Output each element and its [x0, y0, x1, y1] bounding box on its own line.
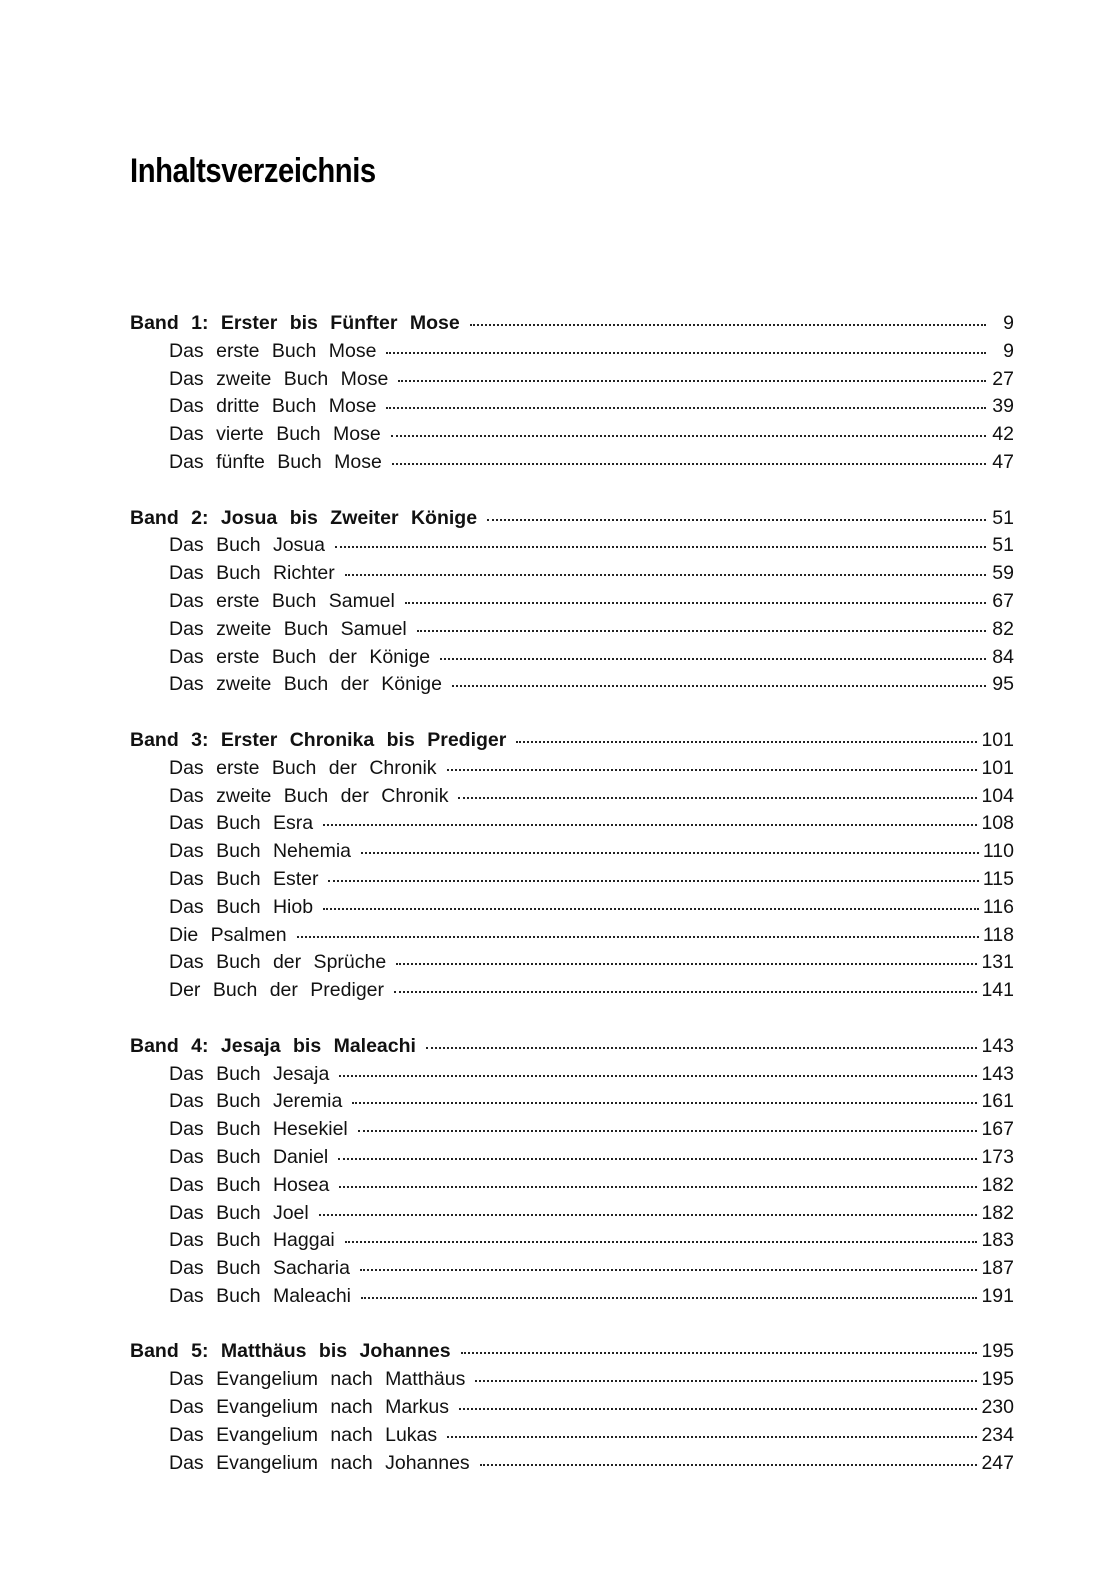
dot-leader	[297, 936, 979, 938]
toc-entry[interactable]	[130, 1422, 1014, 1450]
page-number: 234	[981, 1423, 1014, 1446]
toc-section	[130, 727, 1014, 1005]
dot-leader	[335, 546, 986, 548]
entry-title: Das Buch Josua	[169, 534, 325, 557]
toc-band-heading[interactable]	[130, 1338, 1014, 1366]
page-number: 47	[992, 450, 1014, 473]
page-number: 67	[992, 589, 1014, 612]
toc-entry[interactable]	[130, 810, 1014, 838]
entry-title: Das zweite Buch der Chronik	[169, 784, 449, 807]
entry-title: Das Buch Maleachi	[169, 1284, 351, 1307]
toc-entry[interactable]	[130, 1172, 1014, 1200]
dot-leader	[392, 463, 986, 465]
page-number: 161	[981, 1090, 1014, 1113]
entry-title: Das erste Buch der Könige	[169, 645, 431, 668]
page-number: 131	[981, 951, 1014, 974]
toc-entry[interactable]	[130, 616, 1014, 644]
dot-leader	[339, 1075, 977, 1077]
page-number: 173	[981, 1145, 1014, 1168]
toc-entry[interactable]	[130, 393, 1014, 421]
dot-leader	[447, 769, 978, 771]
toc-entry[interactable]	[130, 1227, 1014, 1255]
toc-entry[interactable]	[130, 1200, 1014, 1228]
page-number: 108	[981, 812, 1014, 835]
page-number: 115	[982, 867, 1014, 890]
toc-entry[interactable]	[130, 1144, 1014, 1172]
toc-entry[interactable]	[130, 1394, 1014, 1422]
entry-title: Das Evangelium nach Johannes	[169, 1451, 470, 1474]
dot-leader	[447, 1436, 977, 1438]
page-number: 51	[992, 534, 1014, 557]
band-title: Band 1: Erster bis Fünfter Mose	[130, 312, 460, 334]
toc-entry[interactable]	[130, 977, 1014, 1005]
band-title: Band 4: Jesaja bis Maleachi	[130, 1034, 416, 1057]
dot-leader	[386, 407, 986, 409]
page-number: 82	[992, 617, 1014, 640]
page-number: 182	[981, 1173, 1014, 1196]
entry-title: Das Buch Daniel	[169, 1145, 329, 1168]
toc-entry[interactable]	[130, 421, 1014, 449]
dot-leader	[440, 658, 986, 660]
page-number: 110	[982, 840, 1014, 863]
entry-title: Das zweite Buch Samuel	[169, 617, 407, 640]
page-title: Inhaltsverzeichnis	[130, 152, 376, 190]
page-number: 104	[981, 784, 1014, 807]
page-number: 143	[981, 1034, 1014, 1057]
dot-leader	[391, 435, 986, 437]
dot-leader	[470, 324, 986, 326]
toc-entry[interactable]	[130, 838, 1014, 866]
toc-entry[interactable]	[130, 588, 1014, 616]
page-number: 59	[992, 562, 1014, 585]
page-number: 39	[992, 395, 1014, 418]
dot-leader	[360, 1269, 978, 1271]
dot-leader	[458, 797, 977, 799]
toc-entry[interactable]	[130, 755, 1014, 783]
toc-entry[interactable]	[130, 1283, 1014, 1311]
toc-entry[interactable]	[130, 644, 1014, 672]
dot-leader	[426, 1047, 978, 1049]
entry-title: Das zweite Buch der Könige	[169, 673, 442, 696]
page-number: 118	[982, 923, 1014, 946]
entry-title: Das Buch Ester	[169, 867, 319, 890]
dot-leader	[386, 352, 986, 354]
toc-entry[interactable]	[130, 1088, 1014, 1116]
page-number: 195	[981, 1368, 1014, 1391]
entry-title: Das Evangelium nach Markus	[169, 1396, 450, 1419]
dot-leader	[361, 1297, 977, 1299]
entry-title: Das Buch Hiob	[169, 895, 314, 918]
page-number: 182	[981, 1201, 1014, 1224]
dot-leader	[361, 852, 979, 854]
toc-entry[interactable]	[130, 1116, 1014, 1144]
page-number: 101	[981, 728, 1014, 751]
toc-band-heading[interactable]	[130, 310, 1014, 338]
toc-section	[130, 1033, 1014, 1311]
entry-title: Das zweite Buch Mose	[169, 367, 389, 390]
dot-leader	[480, 1464, 978, 1466]
entry-title: Das Buch Nehemia	[169, 840, 351, 863]
entry-title: Der Buch der Prediger	[169, 979, 385, 1002]
page-number: 230	[981, 1396, 1014, 1419]
page-number: 27	[992, 367, 1014, 390]
dot-leader	[394, 991, 977, 993]
dot-leader	[319, 1214, 978, 1216]
dot-leader	[461, 1352, 978, 1354]
toc-entry[interactable]	[130, 449, 1014, 477]
entry-title: Das Buch Haggai	[169, 1229, 335, 1252]
dot-leader	[323, 824, 977, 826]
entry-title: Das fünfte Buch Mose	[169, 450, 382, 473]
dot-leader	[417, 630, 986, 632]
entry-title: Die Psalmen	[169, 923, 287, 946]
band-title: Band 2: Josua bis Zweiter Könige	[130, 506, 478, 529]
dot-leader	[339, 1186, 977, 1188]
entry-title: Das Evangelium nach Matthäus	[169, 1368, 466, 1391]
toc-entry[interactable]	[130, 1450, 1014, 1478]
dot-leader	[338, 1158, 977, 1160]
toc-entry[interactable]	[130, 532, 1014, 560]
dot-leader	[345, 574, 986, 576]
toc-entry[interactable]	[130, 366, 1014, 394]
toc-entry[interactable]	[130, 949, 1014, 977]
dot-leader	[487, 519, 986, 521]
entry-title: Das erste Buch der Chronik	[169, 756, 437, 779]
table-of-contents	[130, 310, 1014, 1505]
dot-leader	[405, 602, 986, 604]
toc-band-heading[interactable]	[130, 505, 1014, 533]
dot-leader	[352, 1102, 977, 1104]
entry-title: Das Evangelium nach Lukas	[169, 1423, 438, 1446]
page-number: 84	[992, 645, 1014, 668]
page-number: 51	[992, 506, 1014, 529]
toc-entry[interactable]	[130, 922, 1014, 950]
toc-entry[interactable]	[130, 1366, 1014, 1394]
toc-entry[interactable]	[130, 894, 1014, 922]
dot-leader	[452, 685, 986, 687]
page-number: 187	[981, 1257, 1014, 1280]
page-number: 247	[981, 1451, 1014, 1474]
entry-title: Das vierte Buch Mose	[169, 423, 381, 446]
toc-section	[130, 505, 1014, 700]
entry-title: Das Buch Sacharia	[169, 1257, 350, 1280]
page-number: 9	[1003, 339, 1014, 362]
entry-title: Das erste Buch Mose	[169, 339, 377, 362]
page-number: 143	[981, 1062, 1014, 1085]
band-title: Band 3: Erster Chronika bis Prediger	[130, 728, 507, 751]
toc-entry[interactable]	[130, 338, 1014, 366]
dot-leader	[328, 880, 978, 882]
toc-band-heading[interactable]	[130, 1033, 1014, 1061]
page-number: 95	[992, 673, 1014, 696]
toc-section	[130, 310, 1014, 477]
entry-title: Das erste Buch Samuel	[169, 589, 395, 612]
dot-leader	[516, 741, 977, 743]
entry-title: Das Buch Joel	[169, 1201, 309, 1224]
toc-entry[interactable]	[130, 671, 1014, 699]
page-number: 116	[982, 895, 1014, 918]
page-number: 42	[992, 423, 1014, 446]
page-number: 195	[981, 1340, 1014, 1363]
entry-title: Das Buch Jeremia	[169, 1090, 343, 1113]
dot-leader	[345, 1241, 978, 1243]
toc-section	[130, 1338, 1014, 1477]
page-number: 141	[981, 979, 1014, 1002]
dot-leader	[323, 908, 979, 910]
toc-entry[interactable]	[130, 1061, 1014, 1089]
page-number: 183	[981, 1229, 1014, 1252]
entry-title: Das Buch Jesaja	[169, 1062, 330, 1085]
band-title: Band 5: Matthäus bis Johannes	[130, 1340, 451, 1363]
dot-leader	[358, 1130, 978, 1132]
dot-leader	[475, 1380, 977, 1382]
entry-title: Das Buch der Sprüche	[169, 951, 387, 974]
toc-entry[interactable]	[130, 783, 1014, 811]
entry-title: Das Buch Hesekiel	[169, 1118, 348, 1141]
toc-band-heading[interactable]	[130, 727, 1014, 755]
dot-leader	[398, 380, 986, 382]
page-number: 101	[981, 756, 1014, 779]
toc-entry[interactable]	[130, 1255, 1014, 1283]
page-number: 191	[981, 1284, 1014, 1307]
dot-leader	[459, 1408, 977, 1410]
entry-title: Das dritte Buch Mose	[169, 395, 377, 418]
entry-title: Das Buch Esra	[169, 812, 314, 835]
entry-title: Das Buch Richter	[169, 562, 335, 585]
toc-entry[interactable]	[130, 866, 1014, 894]
page-number: 167	[981, 1118, 1014, 1141]
page-number: 9	[1003, 312, 1014, 334]
dot-leader	[396, 963, 977, 965]
entry-title: Das Buch Hosea	[169, 1173, 330, 1196]
toc-entry[interactable]	[130, 560, 1014, 588]
